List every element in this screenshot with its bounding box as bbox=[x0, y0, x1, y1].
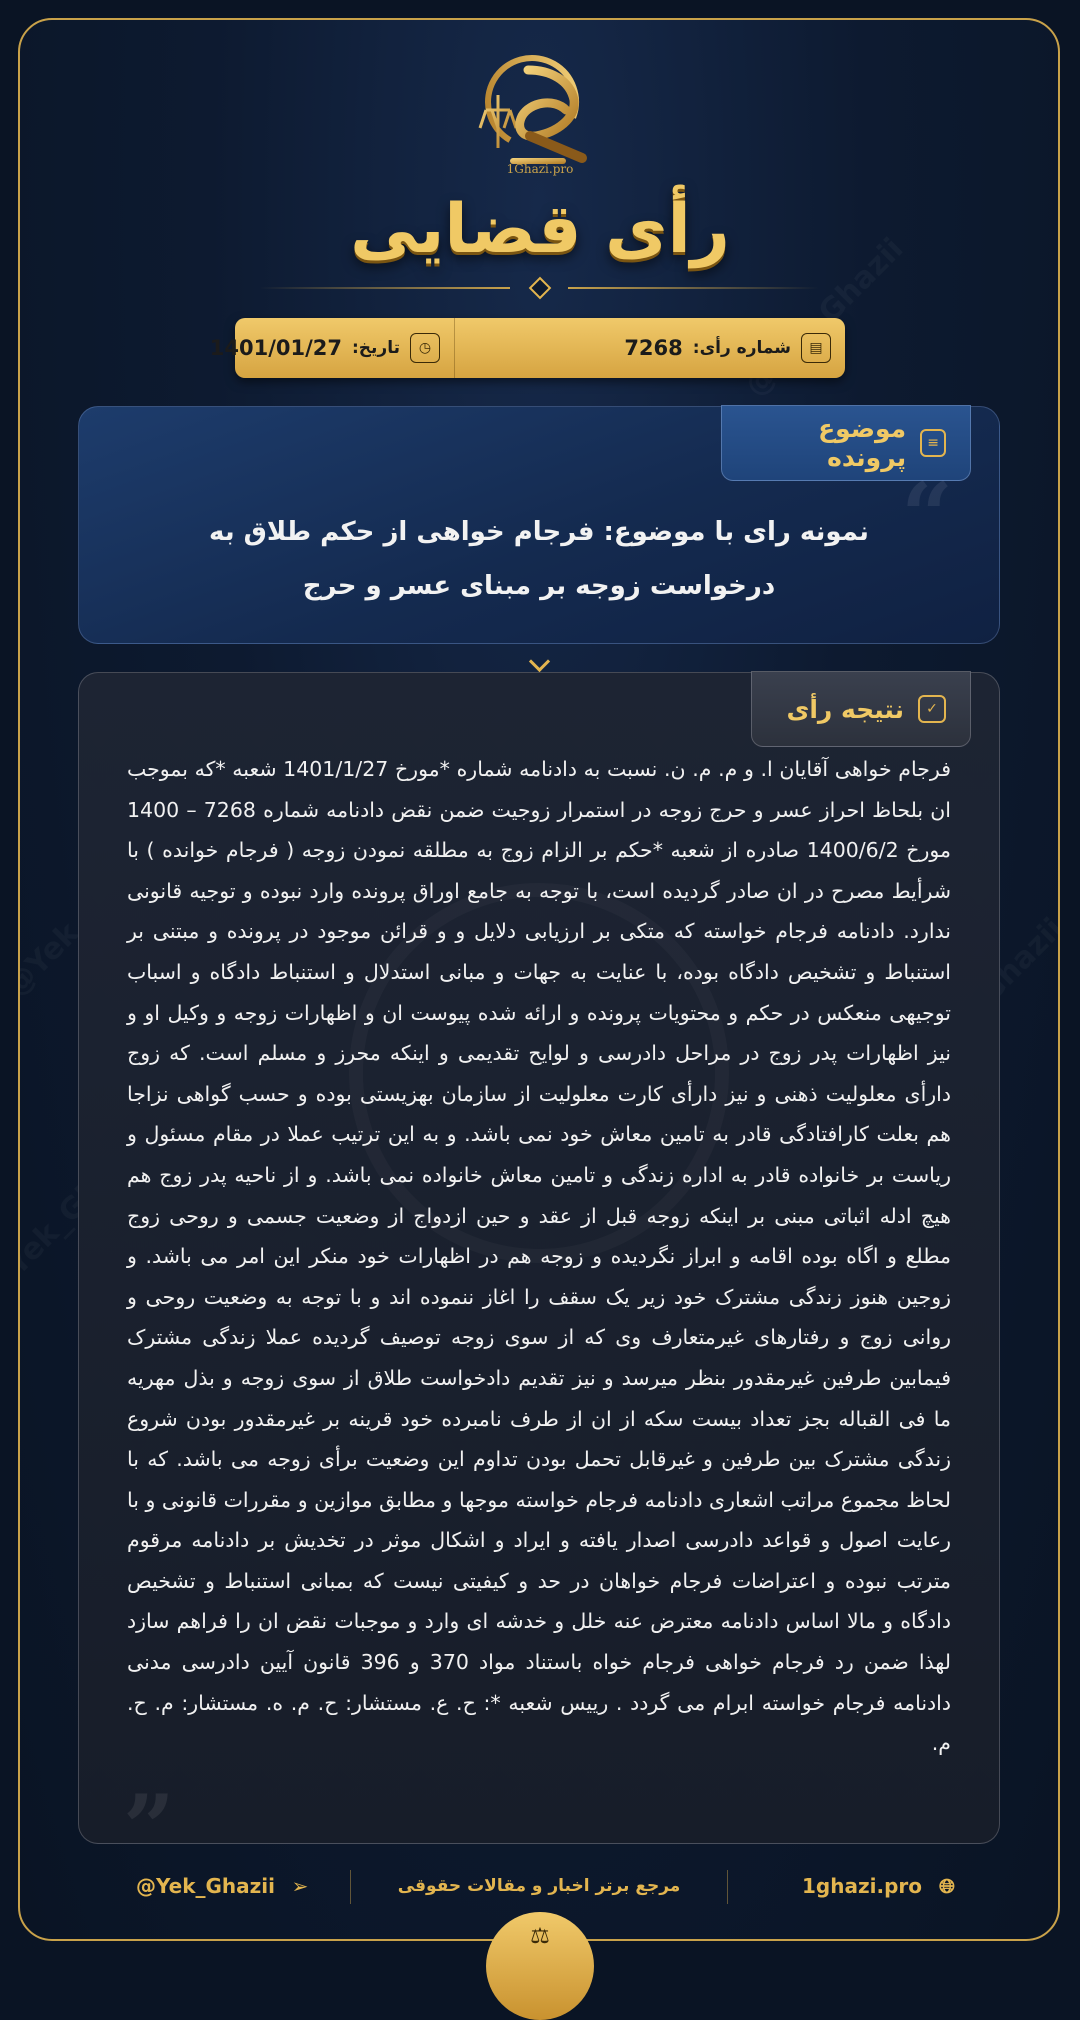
ruling-number-label: شماره رأی: bbox=[692, 338, 791, 358]
ruling-date bbox=[196, 318, 454, 378]
scales-icon: ⚖ bbox=[486, 1912, 594, 2020]
logo-url: 1Ghazi.pro bbox=[506, 162, 574, 176]
ruling-date-label: تاریخ: bbox=[352, 338, 400, 358]
ruling-date-value: 1401/01/27 bbox=[209, 336, 342, 360]
document-icon: ≡ bbox=[920, 429, 946, 457]
logo-icon bbox=[470, 40, 610, 180]
ruling-body-text: فرجام خواهی آقایان ا. و م. م. ن. نسبت به دادنامه شماره *مورخ 1401/1/27 شعبه *که بموجب ان بلحاظ احراز عسر و حرج زوجه در استمرار زوجیت ضمن نقض دادنامه شماره 7268 – 1400 مورخ 1400/6/2 صادره از شعبه *حکم بر الزام زوج به مطلقه نمودن زوجه ( فرجام خوانده ) با شرأیط مصرح در ان صادر گردیده است، با توجه به جامع اوراق پرونده وارد نبوده و توجیه قانونی ندارد. دادنامه فرجام خواسته که متکی بر ارزیابی دلایل و و قرائن موجود در پرونده و مبتنی بر استنباط و تشخیص دادگاه بوده، با عنایت به جهات و مبانی استدلال و استنباط دادگاه و اسباب توجیهی منعکس در حکم و محتویات پرونده و ارائه شده پیوست ان و اظهارات زوجه و وکیل او و نیز اظهارات پدر زوج در مراحل دادرسی و لوایح تقدیمی و اینکه محرز و مسلم است. که زوج دارأی معلولیت ذهنی و نیز دارأی کارت معلولیت از سازمان بهزیستی بوده و حسب گواهی نزاجا هم بعلت کارافتادگی قادر به تامین معاش خود نمی باشد. و به این ترتیب عملا در مقام مسئول و ریاست بر خانواده قادر به اداره زندگی و تامین معاش خانواده نمی باشد. و از ناحیه پدر زوج هم هیچ ادله اثباتی مبنی بر اینکه زوجه قبل از عقد و حین ازدواج از وضعیت جسمی و روحی زوج مطلع و اگاه بوده اقامه و ابراز نگردیده و زوجه هم در اظهارات خود منکر این امر می باشد. و زوجین هنوز زندگی مشترک خود زیر یک سقف را اغاز ننموده اند و با توجه به وضعیت روحی و روانی زوج و رفتارهای غیرمتعارف وی که از سوی زوجه توصیف گردیده عملا زندگی مشترک فیمابین طرفین غیرمقدور بنظر میرسد و نیز تقدیم دادخواست طلاق از سوی زوجه و بذل مهریه ما فی القباله بجز تعداد بیست سکه از ان از طرف نامبرده خود قرینه بر غیرمقدور بودن شروع زندگی مشترک بین طرفین و غیرقابل تحمل بودن تداوم این وضعیت برأی زوجه می باشد. که با لحاظ مجموع مراتب اشعاری دادنامه فرجام خواسته موجها و مطابق موازین و مقررات قانونی و با رعایت اصول و قواعد دادرسی اصدار یافته و ایراد و اشکال موثر در تخدیش بر دادنامه مرقوم مترتب نبوده و اعتراضات فرجام خواهان در حد و کیفیتی نیست که بمبانی استنباط و تشخیص دادگاه و مالا اساس دادنامه معترض عنه خلل و خدشه ای وارد و موجبات نقض ان را فراهم سازد لهذا ضمن رد فرجام خواهی فرجام خواه باستناد مواد 370 و 396 قانون آیین دادرسی مدنی دادنامه فرجام خواسته ابرام می گردد . رییس شعبه *: ح. ع. مستشار: ح. م. ه. مستشار: م. ح. م. bbox=[127, 757, 951, 1756]
quote-icon: “ bbox=[901, 463, 953, 569]
ruling-number-value: 7268 bbox=[624, 336, 683, 360]
quote-close-icon: ” bbox=[123, 1775, 175, 1881]
footer-telegram-text: @Yek_Ghazii bbox=[136, 1874, 276, 1898]
result-card bbox=[78, 672, 1000, 1881]
footer-website[interactable] bbox=[802, 1858, 960, 1914]
footer bbox=[0, 1858, 1080, 1914]
ruling-meta-bar bbox=[209, 318, 845, 378]
footer-website-text: 1ghazi.pro bbox=[802, 1874, 922, 1898]
document-list-icon: ▤ bbox=[801, 333, 831, 363]
footer-tagline-text: مرجع برتر اخبار و مقالات حقوقی bbox=[397, 1876, 681, 1896]
globe-icon: 🌐︎ bbox=[939, 1874, 955, 1898]
result-tab bbox=[751, 671, 971, 747]
subject-text: نمونه رای با موضوع: فرجام خواهی از حکم طلاق به درخواست زوجه بر مبنای عسر و حرج bbox=[209, 517, 869, 601]
footer-divider bbox=[727, 1870, 728, 1904]
ruling-number bbox=[454, 318, 845, 378]
checkbox-icon: ✓ bbox=[918, 695, 946, 723]
clock-icon: ◷ bbox=[410, 333, 440, 363]
footer-telegram[interactable] bbox=[136, 1858, 313, 1914]
title-divider-left bbox=[260, 287, 510, 289]
footer-tagline bbox=[352, 1858, 726, 1914]
page-title: رأی قضایی bbox=[350, 190, 730, 269]
telegram-icon: ➢ bbox=[291, 1874, 309, 1898]
subject-heading: موضوع پرونده bbox=[818, 414, 907, 472]
footer-divider bbox=[350, 1870, 351, 1904]
subject-card bbox=[78, 406, 1000, 644]
title-divider-right bbox=[568, 287, 818, 289]
result-heading: نتیجه رأی bbox=[786, 694, 904, 724]
